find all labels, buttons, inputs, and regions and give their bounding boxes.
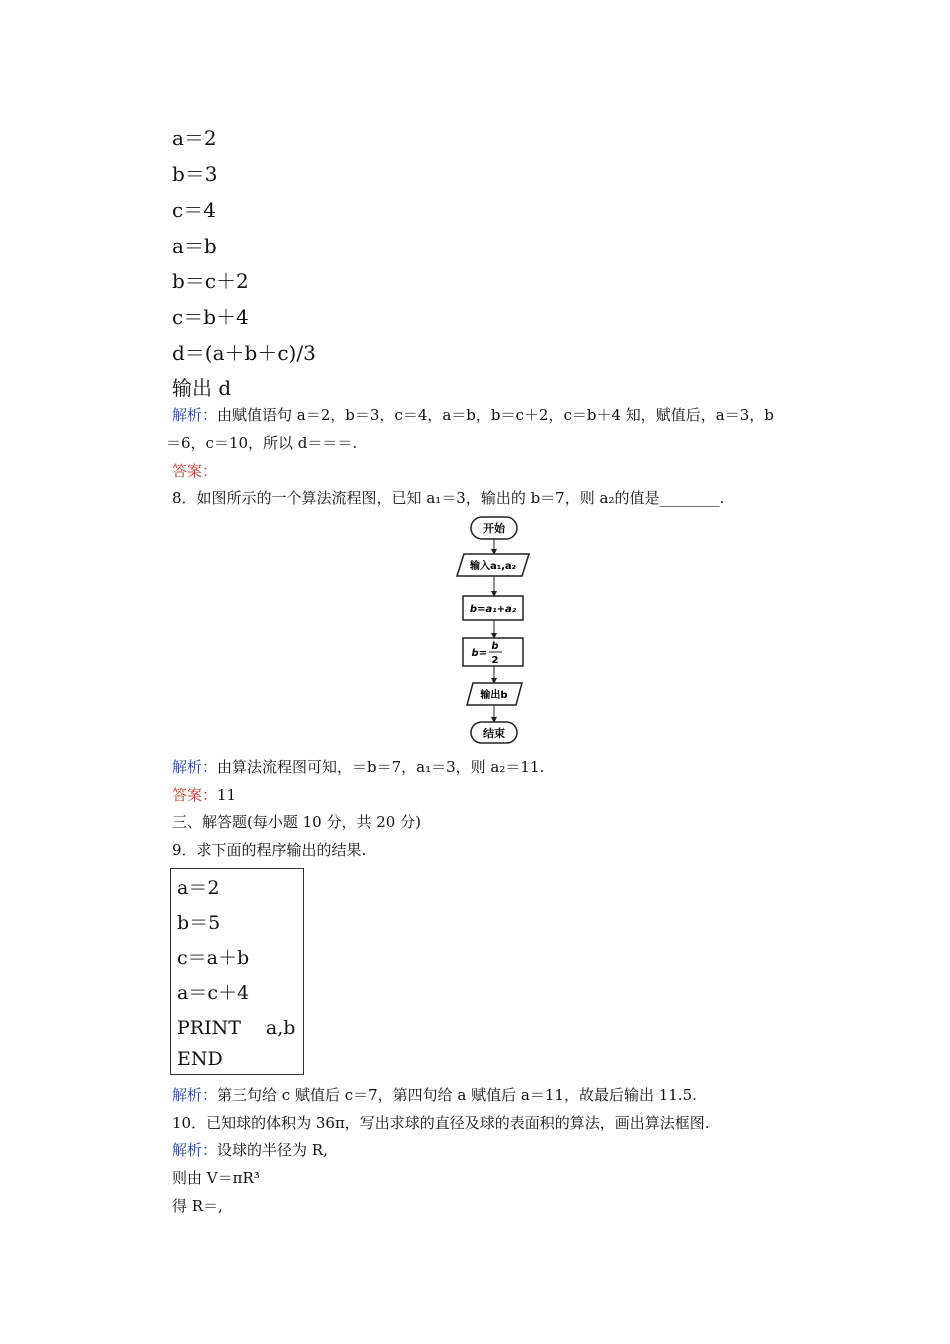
q7-analysis-text2: ＝6，c＝10，所以 d＝＝＝.: [166, 434, 358, 452]
flow-step2-lhs: b=: [471, 648, 487, 659]
q9-analysis: [172, 1084, 697, 1105]
code-line-3: c＝a＋b: [177, 947, 250, 969]
analysis-label: 解析：: [172, 1141, 218, 1159]
program-line-3: c＝4: [172, 198, 216, 222]
q7-answer-label: 答案：: [172, 462, 218, 480]
q10-analysis-text: 设球的半径为 R,: [217, 1141, 328, 1159]
flow-start-text: 开始: [483, 522, 505, 535]
program-line-2: b＝3: [172, 162, 218, 186]
q8-analysis-text: 由算法流程图可知，＝b＝7，a₁＝3，则 a₂＝11.: [217, 758, 545, 776]
q8-question: 8．如图所示的一个算法流程图，已知 a₁＝3，输出的 b＝7，则 a₂的值是________.: [172, 489, 725, 507]
program-line-7: d＝(a＋b＋c)/3: [172, 341, 316, 365]
q7-analysis-line1: [172, 404, 774, 425]
flow-step1-text: b=a₁+a₂: [469, 604, 517, 615]
flow-step2-den: 2: [491, 655, 499, 666]
flow-input-text: 输入a₁,a₂: [469, 561, 517, 572]
flow-end-text: 结束: [483, 727, 505, 740]
code-line-5: PRINT a,b: [177, 1017, 296, 1039]
q8-answer: [172, 784, 236, 805]
code-line-1: a＝2: [177, 877, 220, 899]
code-line-4: a＝c＋4: [177, 982, 250, 1004]
program-line-4: a＝b: [172, 234, 217, 258]
q7-analysis-text1: 由赋值语句 a＝2，b＝3，c＝4，a＝b，b＝c＋2，c＝b＋4 知，赋值后，a＝3，b: [217, 406, 774, 424]
analysis-label: 解析：: [172, 758, 218, 776]
q9-question: 9．求下面的程序输出的结果.: [172, 841, 367, 859]
program-line-8: 输出 d: [172, 376, 232, 400]
program-code-box: [170, 868, 304, 1075]
flow-step2-num: b: [491, 641, 499, 652]
code-line-6: END: [177, 1048, 223, 1070]
q10-question: 10．已知球的体积为 36π，写出求球的直径及球的表面积的算法，画出算法框图.: [172, 1114, 710, 1132]
q8-answer-value: 11: [217, 786, 237, 804]
program-line-1: a＝2: [172, 126, 217, 150]
section-three-heading: 三、解答题(每小题 10 分，共 20 分): [172, 813, 421, 831]
q10-analysis: [172, 1139, 328, 1160]
q10-line2: 则由 V＝πR³: [172, 1169, 260, 1187]
q9-analysis-text: 第三句给 c 赋值后 c＝7，第四句给 a 赋值后 a＝11，故最后输出 11.5.: [217, 1086, 697, 1104]
program-line-6: c＝b＋4: [172, 305, 249, 329]
q10-line3: 得 R＝,: [172, 1197, 223, 1215]
answer-label: 答案：: [172, 786, 218, 804]
flowchart: [450, 512, 540, 747]
flow-output-text: 输出b: [480, 690, 508, 701]
analysis-label: 解析：: [172, 1086, 218, 1104]
program-line-5: b＝c＋2: [172, 269, 249, 293]
code-line-2: b＝5: [177, 912, 221, 934]
analysis-label: 解析：: [172, 406, 218, 424]
q8-analysis: [172, 756, 544, 777]
